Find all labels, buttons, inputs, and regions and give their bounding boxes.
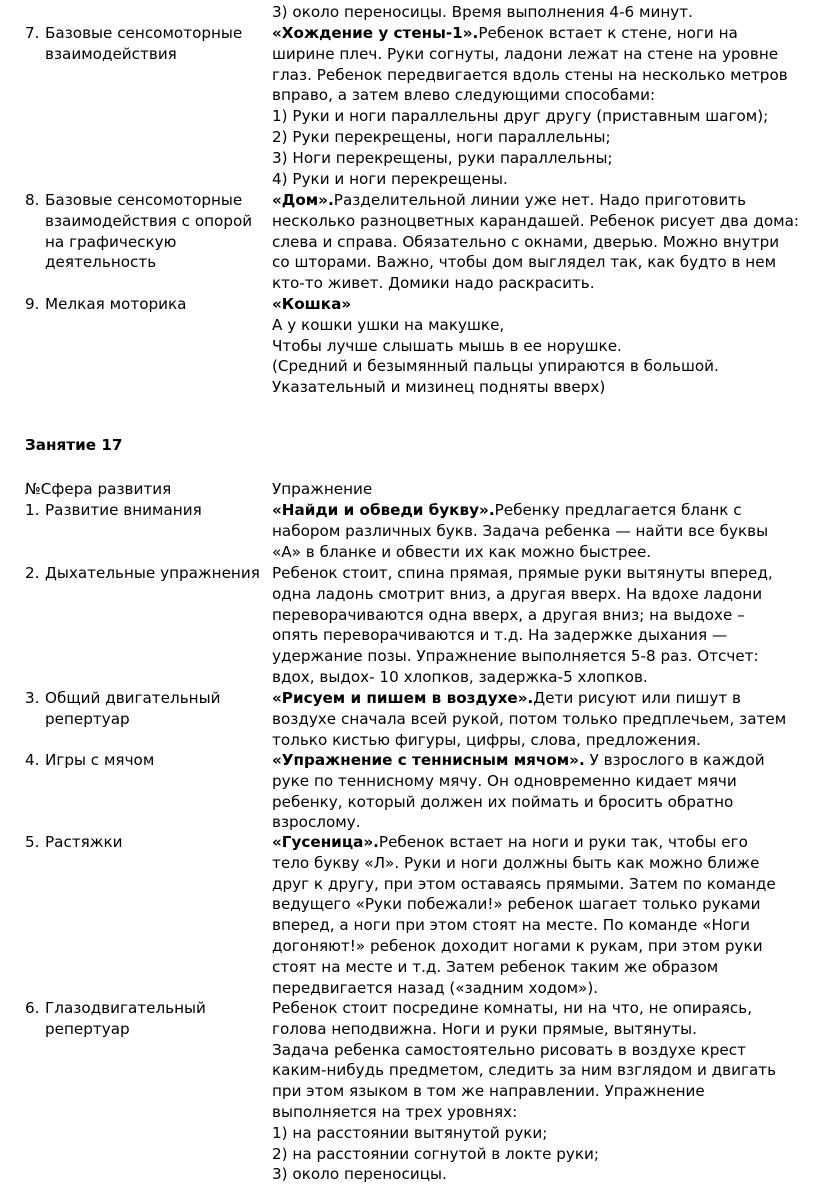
exercise-title: «Гусеница».: [272, 833, 379, 851]
exercise-cell: «Найди и обведи букву».Ребенку предлагается бланк с набором различных букв. Задача ребенка — найти все буквы «А» в бланке и обвести их как можно быстрее.: [272, 501, 769, 561]
exercise-cell: Ребенок стоит посредине комнаты, ни на что, не опираясь, голова неподвижна. Ноги и руки прямые, вытянуты. Задача ребенка самостоятельно рисовать в воздухе крест каким-нибудь предметом, следить за ним взглядом и двигать при этом языком в том же направлении. Упражнение выполняется на трех уровнях: 1) на расстоянии вытянутой руки; 2) на расстоянии согнутой в локте руки; 3) около переносицы.: [272, 999, 777, 1184]
sphere-cell: 1. Развитие внимания: [25, 501, 202, 519]
column-header-exercise: Упражнение: [272, 480, 373, 498]
sphere-cell: 2. Дыхательные упражнения: [25, 564, 260, 582]
sphere-cell: 7. Базовые сенсомоторные взаимодействия: [25, 24, 243, 63]
lesson-title: Занятие 17: [25, 436, 123, 454]
exercise-cell: «Рисуем и пишем в воздухе».Дети рисуют или пишут в воздухе сначала всей рукой, потом только предплечьем, затем только кистью фигуры, цифры, слова, предложения.: [272, 689, 787, 749]
exercise-title: «Кошка»: [272, 295, 352, 313]
exercise-cell: «Упражнение с теннисным мячом». У взрослого в каждой руке по теннисному мячу. Он одновременно кидает мячи ребенку, который должен их поймать и бросить обратно взрослому.: [272, 751, 765, 832]
exercise-cell: Ребенок стоит, спина прямая, прямые руки вытянуты вперед, одна ладонь смотрит вниз, а другая вверх. На вдохе ладони переворачиваются одна вверх, а другая вниз; на выдохе – опять переворачиваются и т.д. На задержке дыхания — удержание позы. Упражнение выполняется 5-8 раз. Отсчет: вдох, выдох- 10 хлопков, задержка-5 хлопков.: [272, 564, 773, 686]
document-page: 3) около переносицы. Время выполнения 4-6 минут. 7. Базовые сенсомоторные взаимодействия «Хождение у стены-1».Ребенок встает к стене, ноги на ширине плеч. Руки согнуты, ладони лежат на стене на уровне глаз. Ребенок передвигается вдоль стены на несколько метров вправо, а затем влево следующими способами: 1) Руки и ноги параллельны друг другу (приставным шагом); 2) Руки перекрещены, ноги параллельны; 3) Ноги перекрещены, руки параллельны; 4) Руки и ноги перекрещены. 8. Базовые сенсомоторные взаимодействия с опорой на графическую деятельность «Дом».Разделительной линии уже нет. Надо приготовить несколько разноцветных карандашей. Ребенок рисует два дома: слева и справа. Обязательно с окнами, дверью. Можно внутри со шторами. Важно, чтобы дом выглядел так, как будто в нем кто-то живет. Домики надо раскрасить. 9. Мелкая моторика «Кошка» А у кошки ушки на макушке, Чтобы лучше слышать мышь в ее норушке. (Средний и безымянный пальцы упираются в большой. Указательный и мизинец подняты вверх) Занятие 17 №Сфера развития Упражнение 1. Развитие внимания «Найди и обведи букву».Ребенку предлагается бланк с набором различных букв. Задача ребенка — найти все буквы «А» в бланке и обвести их как можно быстрее. 2. Дыхательные упражнения Ребенок стоит, спина прямая, прямые руки вытянуты вперед, одна ладонь смотрит вниз, а другая вверх. На вдохе ладони переворачиваются одна вверх, а другая вниз; на выдохе – опять переворачиваются и т.д. На задержке дыхания — удержание позы. Упражнение выполняется 5-8 раз. Отсчет: вдох, выдох- 10 хлопков, задержка-5 хлопков. 3. Общий двигательный репертуар «Рисуем и пишем в воздухе».Дети рисуют или пишут в воздухе сначала всей рукой, потом только предплечьем, затем только кистью фигуры, цифры, слова, предложения. 4. Игры с мячом «Упражнение с теннисным мячом». У взрослого в каждой руке по теннисному мячу. Он одновременно кидает мячи ребенку, который должен их поймать и бросить обратно взрослому. 5. Растяжки «Гусеница».Ребенок встает на ноги и руки так, чтобы его тело букву «Л». Руки и ноги должны быть как можно ближе друг к другу, при этом оставаясь прямыми. Затем по команде ведущего «Руки побежали!» ребенок шагает только руками вперед, а ноги при этом стоят на месте. По команде «Ноги догоняют!» ребенок доходит ногами к рукам, при этом руки стоят на месте и т.д. Затем ребенок таким же образом передвигается назад («задним ходом»). 6. Глазодвигательный репертуар Ребенок стоит посредине комнаты, ни на что, не опираясь, голова неподвижна. Ноги и руки прямые, вытянуты. Задача ребенка самостоятельно рисовать в воздухе крест каким-нибудь предметом, следить за ним взглядом и двигать при этом языком в том же направлении. Упражнение выполняется на трех уровнях: 1) на расстоянии вытянутой руки; 2) на расстоянии согнутой в локте руки; 3) около переносицы.: [25, 3, 799, 1184]
sphere-cell: 6. Глазодвигательный репертуар: [25, 999, 206, 1038]
exercise-title: «Упражнение с теннисным мячом».: [272, 751, 585, 769]
sphere-cell: 5. Растяжки: [25, 833, 123, 851]
exercise-title: «Хождение у стены-1».: [272, 24, 479, 42]
exercise-cell: «Дом».Разделительной линии уже нет. Надо приготовить несколько разноцветных карандашей. Ребенок рисует два дома: слева и справа. Обязательно с окнами, дверью. Можно внутри со шторами. Важно, чтобы дом выглядел так, как будто в нем кто-то живет. Домики надо раскрасить.: [272, 191, 799, 293]
exercise-cell: «Кошка» А у кошки ушки на макушке, Чтобы лучше слышать мышь в ее норушке. (Средний и безымянный пальцы упираются в большой. Указательный и мизинец подняты вверх): [272, 294, 792, 398]
exercise-cell: «Гусеница».Ребенок встает на ноги и руки так, чтобы его тело букву «Л». Руки и ноги должны быть как можно ближе друг к другу, при этом оставаясь прямыми. Затем по команде ведущего «Руки побежали!» ребенок шагает только руками вперед, а ноги при этом стоят на месте. По команде «Ноги догоняют!» ребенок доходит ногами к рукам, при этом руки стоят на месте и т.д. Затем ребенок таким же образом передвигается назад («задним ходом»).: [272, 833, 776, 997]
sphere-cell: 4. Игры с мячом: [25, 751, 155, 769]
sphere-cell: 3. Общий двигательный репертуар: [25, 689, 221, 728]
sphere-cell: 8. Базовые сенсомоторные взаимодействия с опорой на графическую деятельность: [25, 191, 253, 272]
column-header-sphere: №Сфера развития: [25, 480, 172, 498]
exercise-cell: «Хождение у стены-1».Ребенок встает к стене, ноги на ширине плеч. Руки согнуты, ладони лежат на стене на уровне глаз. Ребенок передвигается вдоль стены на несколько метров вправо, а затем влево следующими способами: 1) Руки и ноги параллельны друг другу (приставным шагом); 2) Руки перекрещены, ноги параллельны; 3) Ноги перекрещены, руки параллельны; 4) Руки и ноги перекрещены.: [272, 24, 788, 188]
sphere-cell: 9. Мелкая моторика: [25, 295, 187, 313]
exercise-title: «Найди и обведи букву».: [272, 501, 495, 519]
exercise-title: «Дом».: [272, 191, 334, 209]
exercise-title: «Рисуем и пишем в воздухе».: [272, 689, 534, 707]
